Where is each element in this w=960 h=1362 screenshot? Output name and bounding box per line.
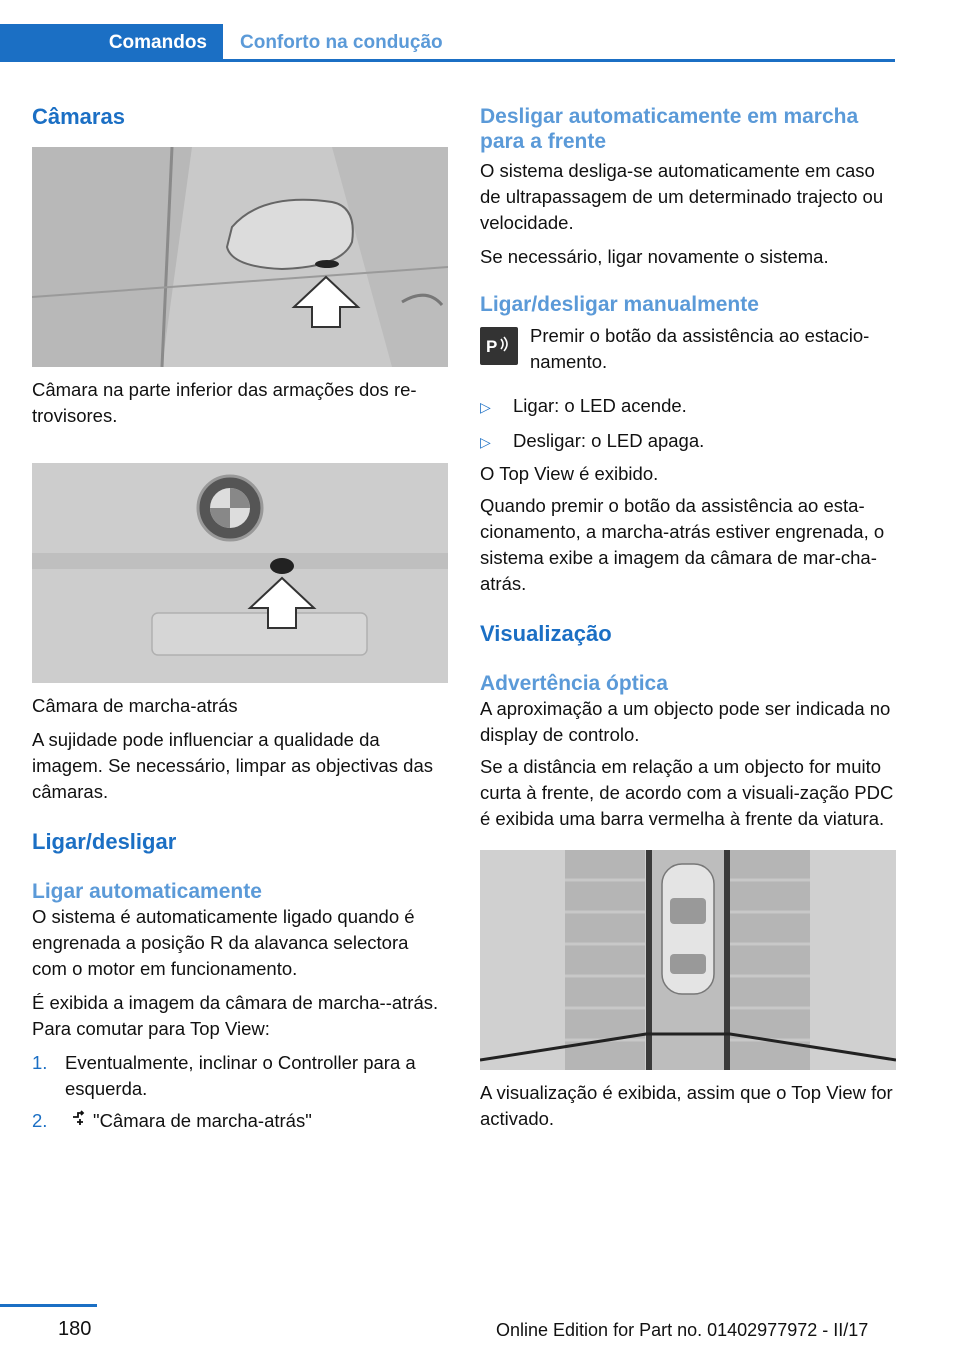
caption-mirror-camera: Câmara na parte inferior das armações dos re-trovisores. [32,379,417,426]
list-item [480,428,896,455]
button-instruction [480,323,896,375]
paragraph-reverse: Quando premir o botão da assistência ao esta-cionamento, a marcha-atrás estiver engrenada, o sistema exibe a imagem da câmara de mar-cha-atrás. [480,495,885,594]
svg-text:P: P [486,337,498,356]
figure-mirror-camera [32,147,448,367]
right-column [480,100,896,1132]
list-item [480,393,896,420]
heading-ligar-desligar-manualmente: Ligar/desligar manualmente [480,293,759,316]
list-item [32,1108,448,1134]
paragraph-dirt: A sujidade pode influenciar a qualidade da imagem. Se necessário, limpar as objectivas das câmaras. [32,729,434,802]
bullet-text: Desligar: o LED apaga. [513,430,705,451]
car-top-icon [662,864,714,994]
edition-note: Online Edition for Part no. 01402977972 - II/17 [496,1320,869,1340]
page-number: 180 [58,1318,92,1340]
step-text: "Câmara de marcha-atrás" [93,1110,312,1131]
heading-ligar-automaticamente: Ligar automaticamente [32,880,262,903]
caption-rear-camera: Câmara de marcha-atrás [32,695,238,716]
chapter-tab-bar [0,0,895,62]
heading-desligar-automaticamente: Desligar automaticamente em marcha para a frente [480,105,859,153]
caption-top-view: A visualização é exibida, assim que o Top View for activado. [480,1082,893,1129]
paragraph-distance: Se a distância em relação a um objecto for muito curta à frente, de acordo com a visuali-zação PDC é exibida uma barra vermelha à frente da viatura. [480,756,894,829]
figure-rear-camera [32,463,448,683]
paragraph-auto-off: O sistema desliga-se automaticamente em caso de ultrapassagem de um determinado trajecto ou velocidade. [480,160,884,233]
step-text: Eventualmente, inclinar o Controller para a esquerda. [65,1052,416,1099]
paragraph-press-button: Premir o botão da assistência ao estacio-namento. [530,325,870,372]
steps-list [32,1050,448,1134]
heading-cameras: Câmaras [32,104,125,129]
paragraph-reactivate: Se necessário, ligar novamente o sistema. [480,246,829,267]
paragraph-optical: A aproximação a um objecto pode ser indicada no display de controlo. [480,698,891,745]
heading-ligar-desligar: Ligar/desligar [32,829,177,854]
triangle-bullet-icon: ▷ [480,399,491,415]
rear-camera-icon [71,1108,93,1134]
heading-advertencia-optica: Advertência óptica [480,672,668,695]
paragraph-topview: O Top View é exibido. [480,463,659,484]
triangle-bullet-icon: ▷ [480,434,491,450]
tab-conforto-na-conducao[interactable]: Conforto na condução [240,32,443,53]
step-number: 1. [32,1052,48,1073]
bullet-text: Ligar: o LED acende. [513,395,687,416]
step-number: 2. [32,1110,48,1131]
list-item [32,1050,448,1102]
parking-assist-button-icon [480,327,518,365]
left-column [32,100,448,1134]
heading-visualizacao: Visualização [480,621,612,646]
footer-rule [0,1304,97,1307]
tab-comandos[interactable]: Comandos [0,24,223,62]
led-list [480,393,896,455]
paragraph-shown: É exibida a imagem da câmara de marcha--atrás. Para comutar para Top View: [32,992,439,1039]
paragraph-auto-on: O sistema é automaticamente ligado quando é engrenada a posição R da alavanca selectora com o motor em funcionamento. [32,906,415,979]
figure-top-view [480,850,896,1070]
